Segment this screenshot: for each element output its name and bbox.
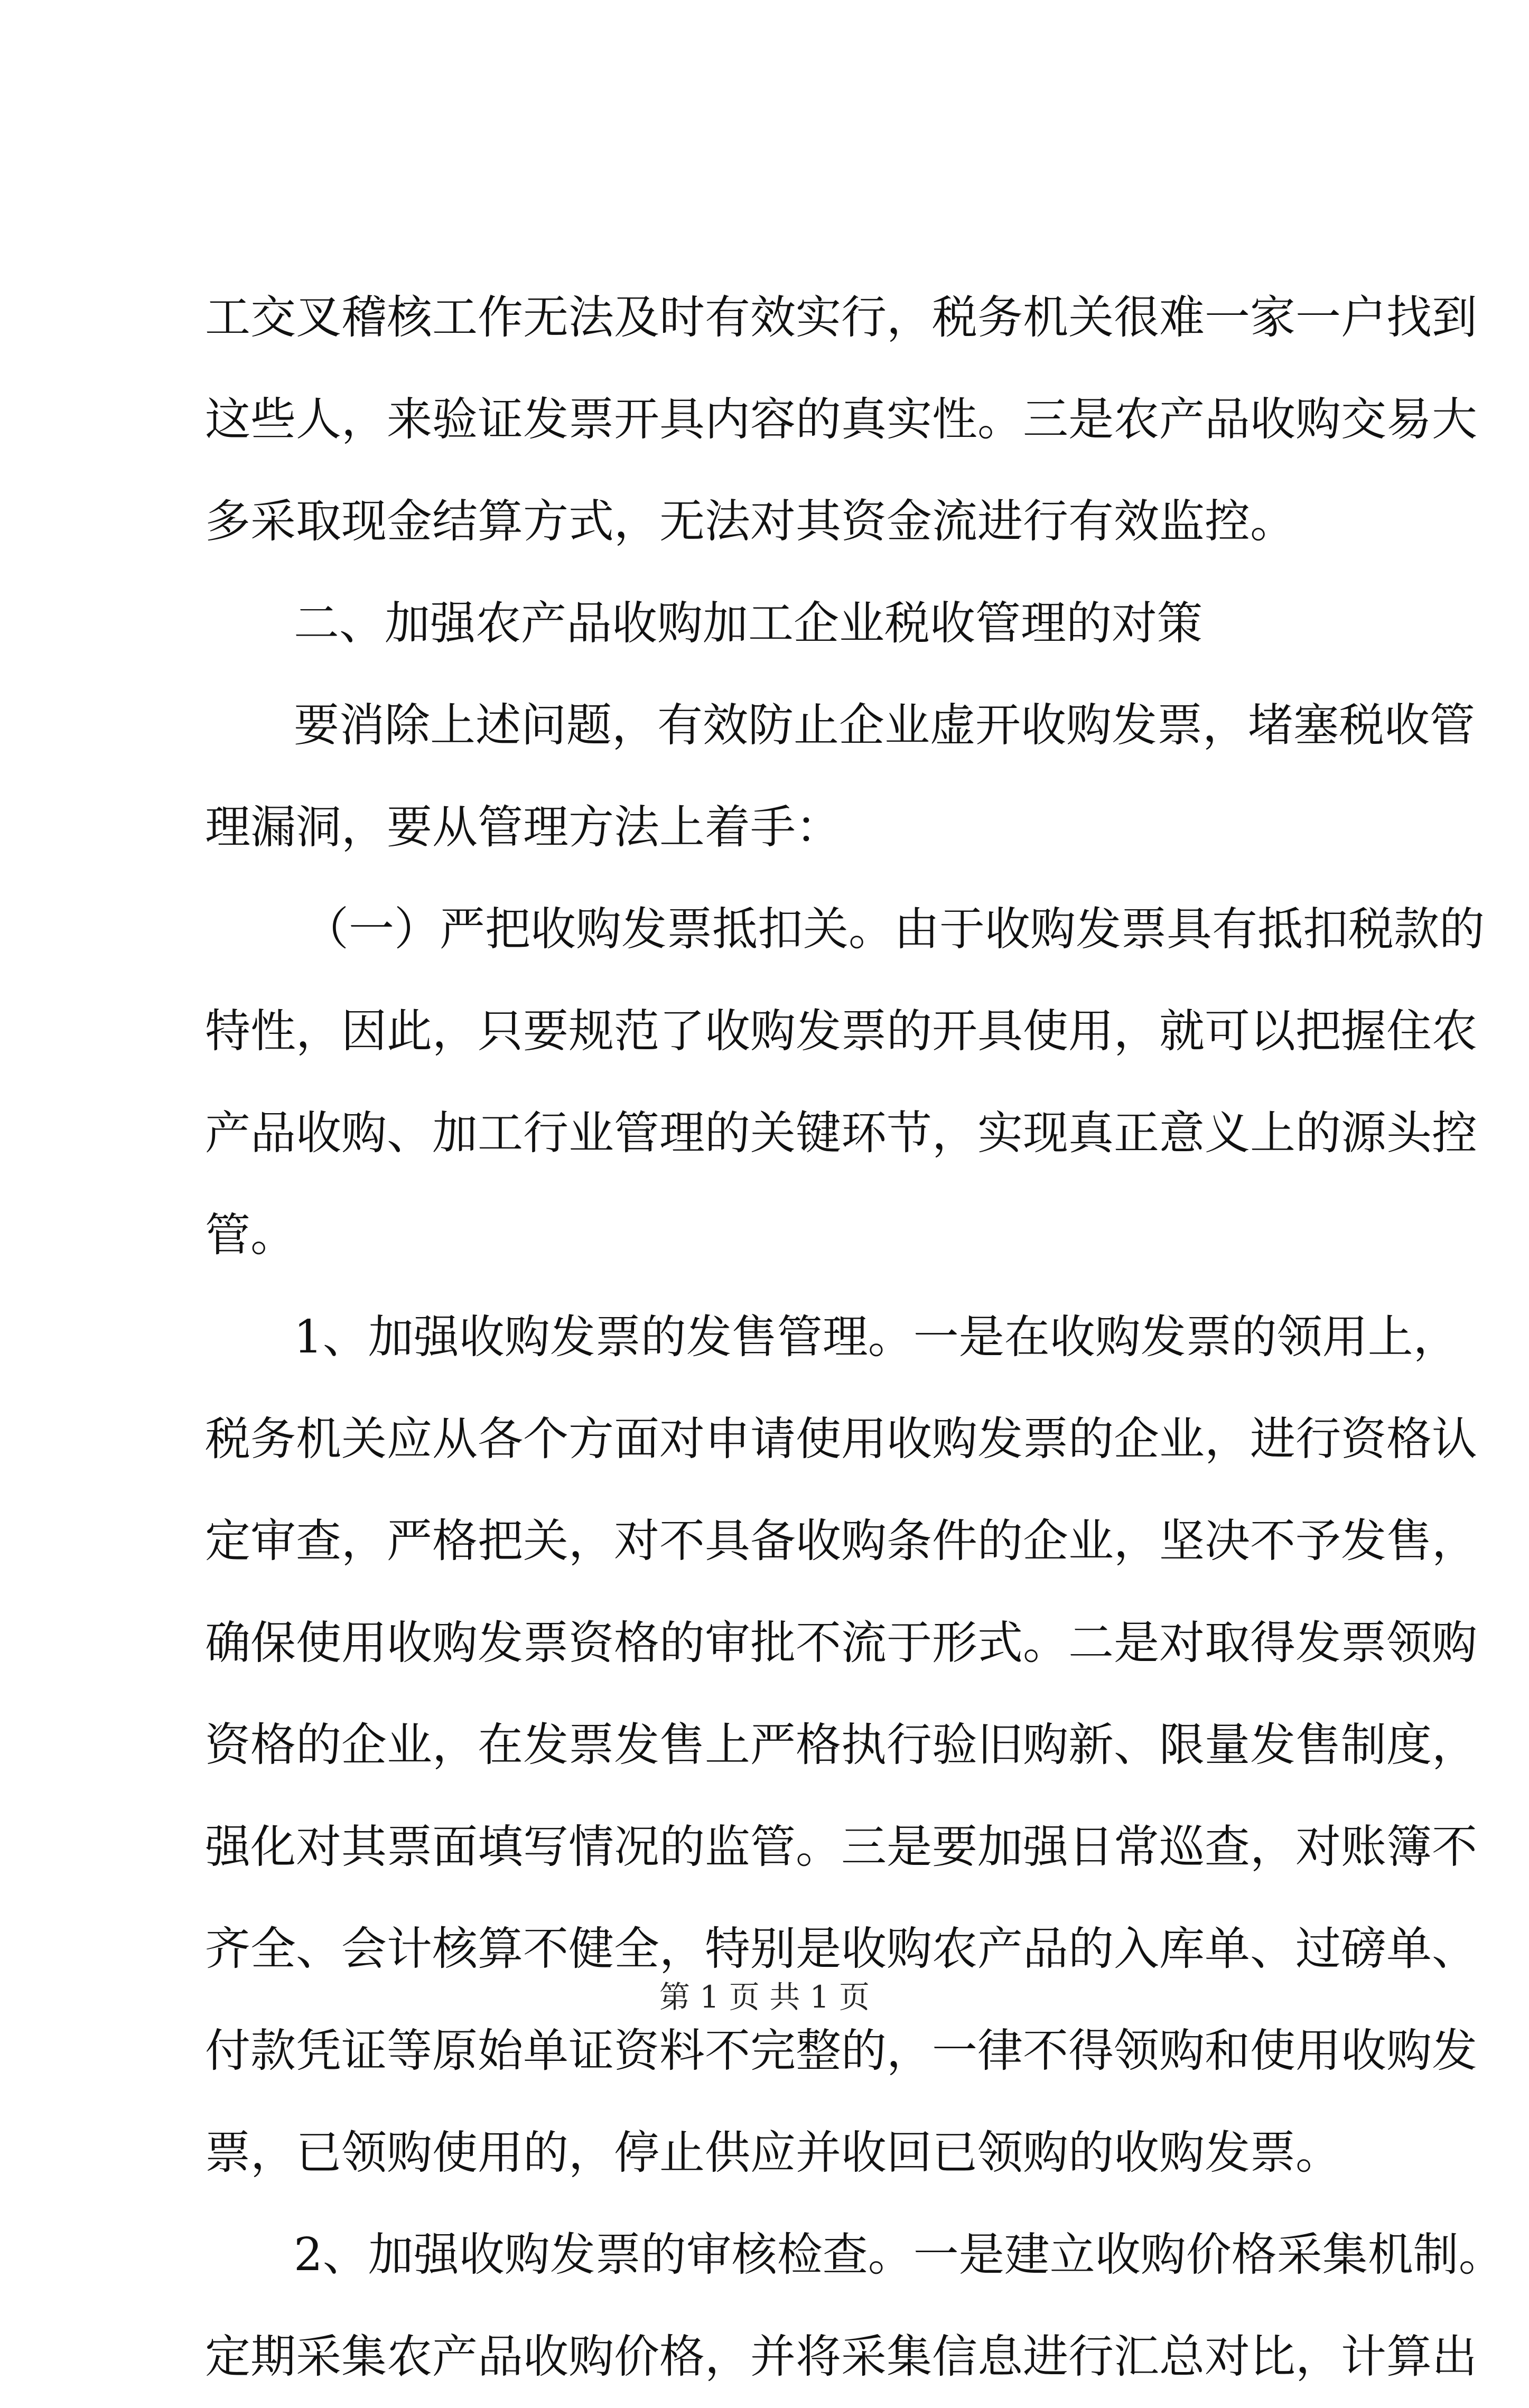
text-line: 齐全、会计核算不健全，特别是收购农产品的入库单、过磅单、 <box>205 1922 1477 1975</box>
text-line: 1、加强收购发票的发售管理。一是在收购发票的领用上， <box>294 1311 1459 1364</box>
text-line: 多采取现金结算方式，无法对其资金流进行有效监控。 <box>205 495 1295 548</box>
document-body <box>205 267 1504 2408</box>
subsection-heading: （一）严把收购发票抵扣关。由于收购发票具有抵扣税款的 <box>303 903 1485 956</box>
text-line: 要消除上述问题，有效防止企业虚开收购发票，堵塞税收管 <box>294 699 1475 752</box>
text-line: 强化对其票面填写情况的监管。三是要加强日常巡查，对账簿不 <box>205 1821 1477 1873</box>
section-heading: 二、加强农产品收购加工企业税收管理的对策 <box>294 597 1202 650</box>
text-line: 理漏洞，要从管理方法上着手： <box>205 801 841 854</box>
text-line: 工交叉稽核工作无法及时有效实行，税务机关很难一家一户找到 <box>205 291 1477 344</box>
text-line: 付款凭证等原始单证资料不完整的，一律不得领购和使用收购发 <box>205 2024 1477 2077</box>
text-line: 定期采集农产品收购价格，并将采集信息进行汇总对比，计算出 <box>205 2330 1477 2383</box>
text-line: 票，已领购使用的，停止供应并收回已领购的收购发票。 <box>205 2126 1341 2179</box>
text-line: 定审查，严格把关，对不具备收购条件的企业，坚决不予发售， <box>205 1515 1477 1567</box>
text-line: 资格的企业，在发票发售上严格执行验旧购新、限量发售制度， <box>205 1719 1477 1771</box>
text-line: 确保使用收购发票资格的审批不流于形式。二是对取得发票领购 <box>205 1617 1477 1669</box>
text-line: 管。 <box>205 1209 296 1262</box>
text-line: 这些人，来验证发票开具内容的真实性。三是农产品收购交易大 <box>205 393 1477 446</box>
text-line: 特性，因此，只要规范了收购发票的开具使用，就可以把握住农 <box>205 1005 1477 1058</box>
text-line: 税务机关应从各个方面对申请使用收购发票的企业，进行资格认 <box>205 1413 1477 1466</box>
page-footer: 第 1 页 共 1 页 <box>659 1979 870 2015</box>
text-line: 产品收购、加工行业管理的关键环节，实现真正意义上的源头控 <box>205 1107 1477 1160</box>
text-line: 2、加强收购发票的审核检查。一是建立收购价格采集机制。 <box>294 2228 1504 2281</box>
